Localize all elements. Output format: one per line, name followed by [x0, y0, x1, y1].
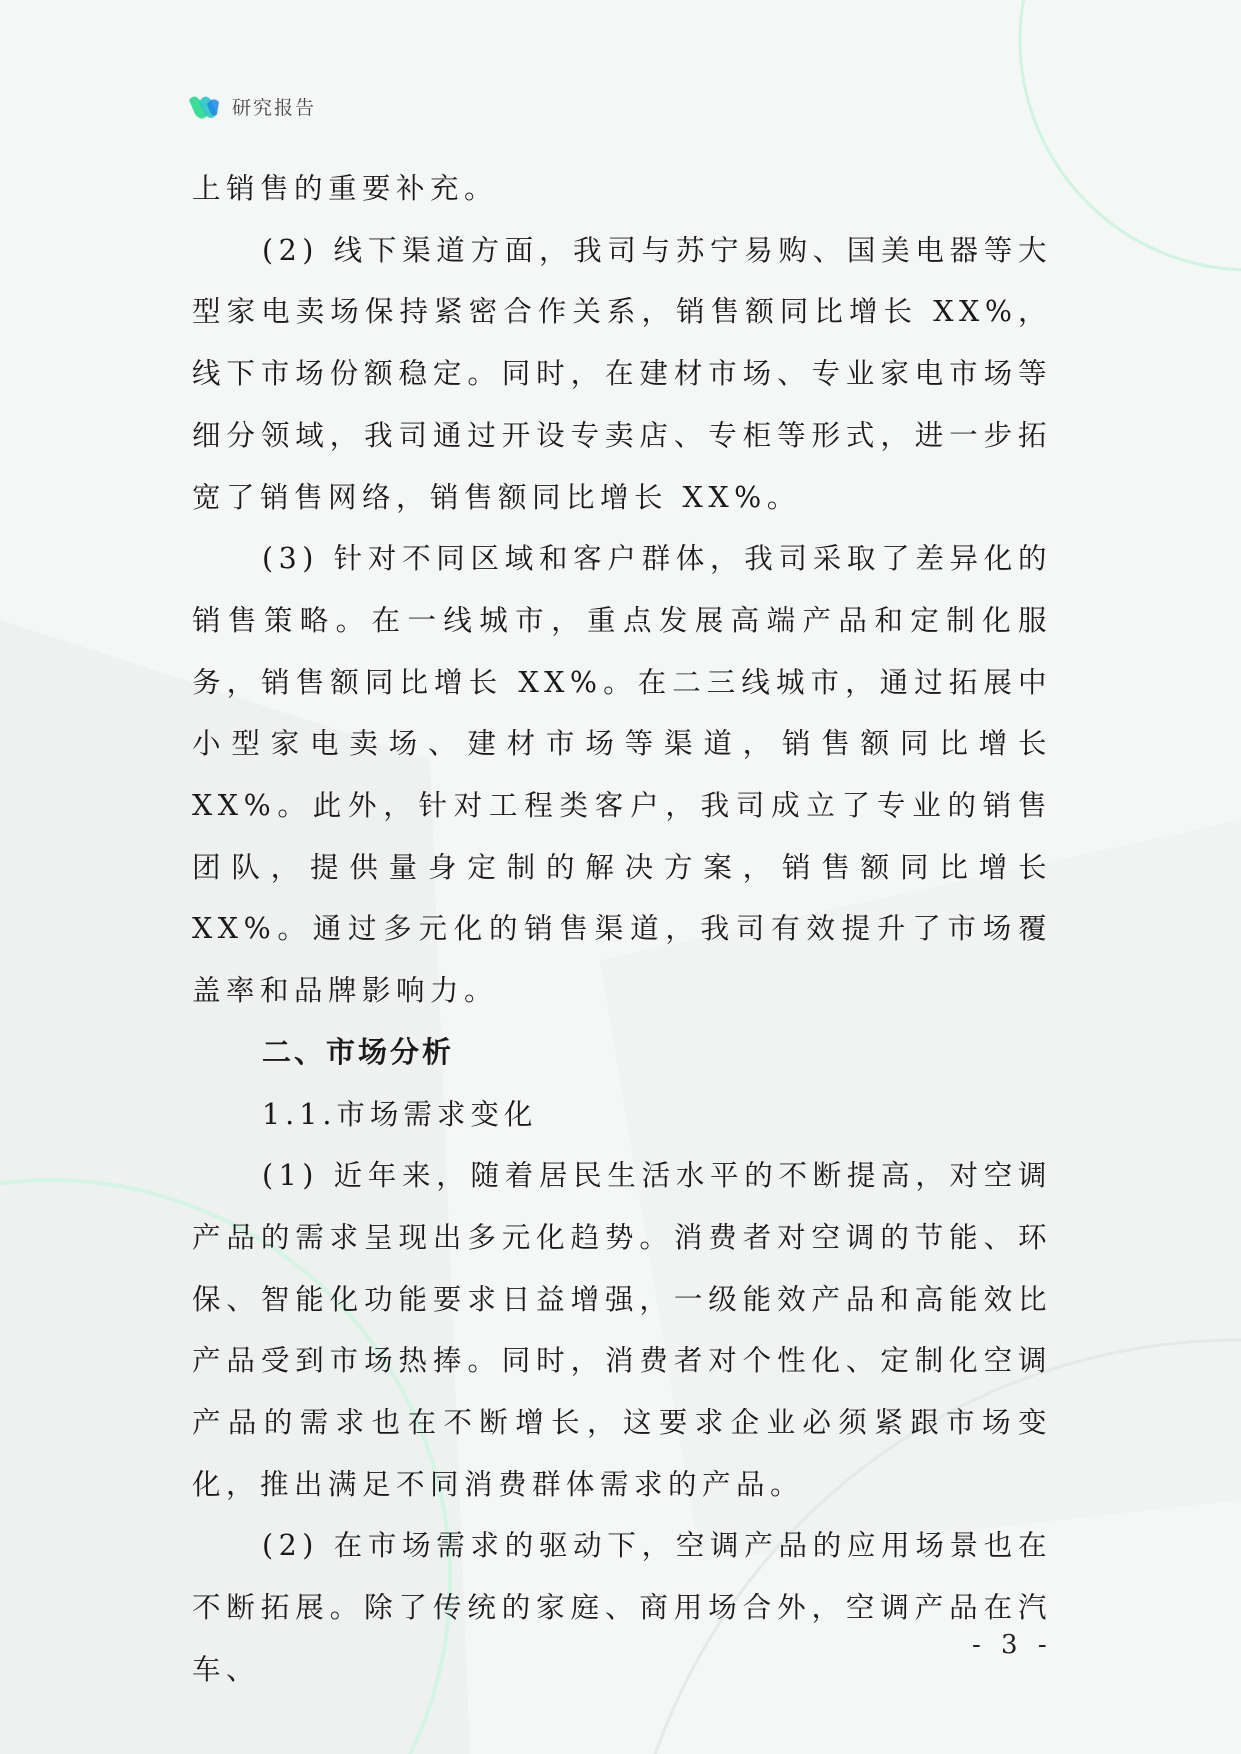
background-arc — [1020, 0, 1241, 270]
paragraph: 上销售的重要补充。 — [192, 172, 499, 205]
header-title: 研究报告 — [232, 96, 317, 119]
paragraph: (1) 近年来，随着居民生活水平的不断提高，对空调产品的需求呈现出多元化趋势。消费者对空调的节能、环保、智能化功能要求日益增强，一级能效产品和高能效比产品受到市场热捧。同时，消费者对个性化、定制化空调产品的需求也在不断增长，这要求企业必须紧跟市场变化，推出满足不同消费群体需求的产品。 — [192, 1159, 1052, 1501]
page-number: - 3 - — [972, 1630, 1053, 1660]
report-header — [186, 86, 316, 126]
paragraph: (2) 在市场需求的驱动下，空调产品的应用场景也在不断拓展。除了传统的家庭、商用场合外，空调产品在汽车、 — [192, 1529, 1052, 1686]
paragraph: (3) 针对不同区域和客户群体，我司采取了差异化的销售策略。在一线城市，重点发展高端产品和定制化服务，销售额同比增长 XX%。在二三线城市，通过拓展中小型家电卖场、建材市场等渠道，销售额同比增长 XX%。此外，针对工程类客户，我司成立了专业的销售团队，提供量身定制的解决方案，销售额同比增长 XX%。通过多元化的销售渠道，我司有效提升了市场覆盖率和品牌影响力。 — [192, 542, 1052, 1008]
section-heading: 二、市场分析 — [262, 1034, 455, 1069]
logo-icon — [186, 88, 222, 124]
subsection-heading: 1.1.市场需求变化 — [262, 1097, 538, 1131]
document-body — [192, 158, 1052, 1701]
paragraph: (2) 线下渠道方面，我司与苏宁易购、国美电器等大型家电卖场保持紧密合作关系，销售额同比增长 XX%，线下市场份额稳定。同时，在建材市场、专业家电市场等细分领域，我司通过开设专卖店、专柜等形式，进一步拓宽了销售网络，销售额同比增长 XX%。 — [192, 233, 1052, 514]
